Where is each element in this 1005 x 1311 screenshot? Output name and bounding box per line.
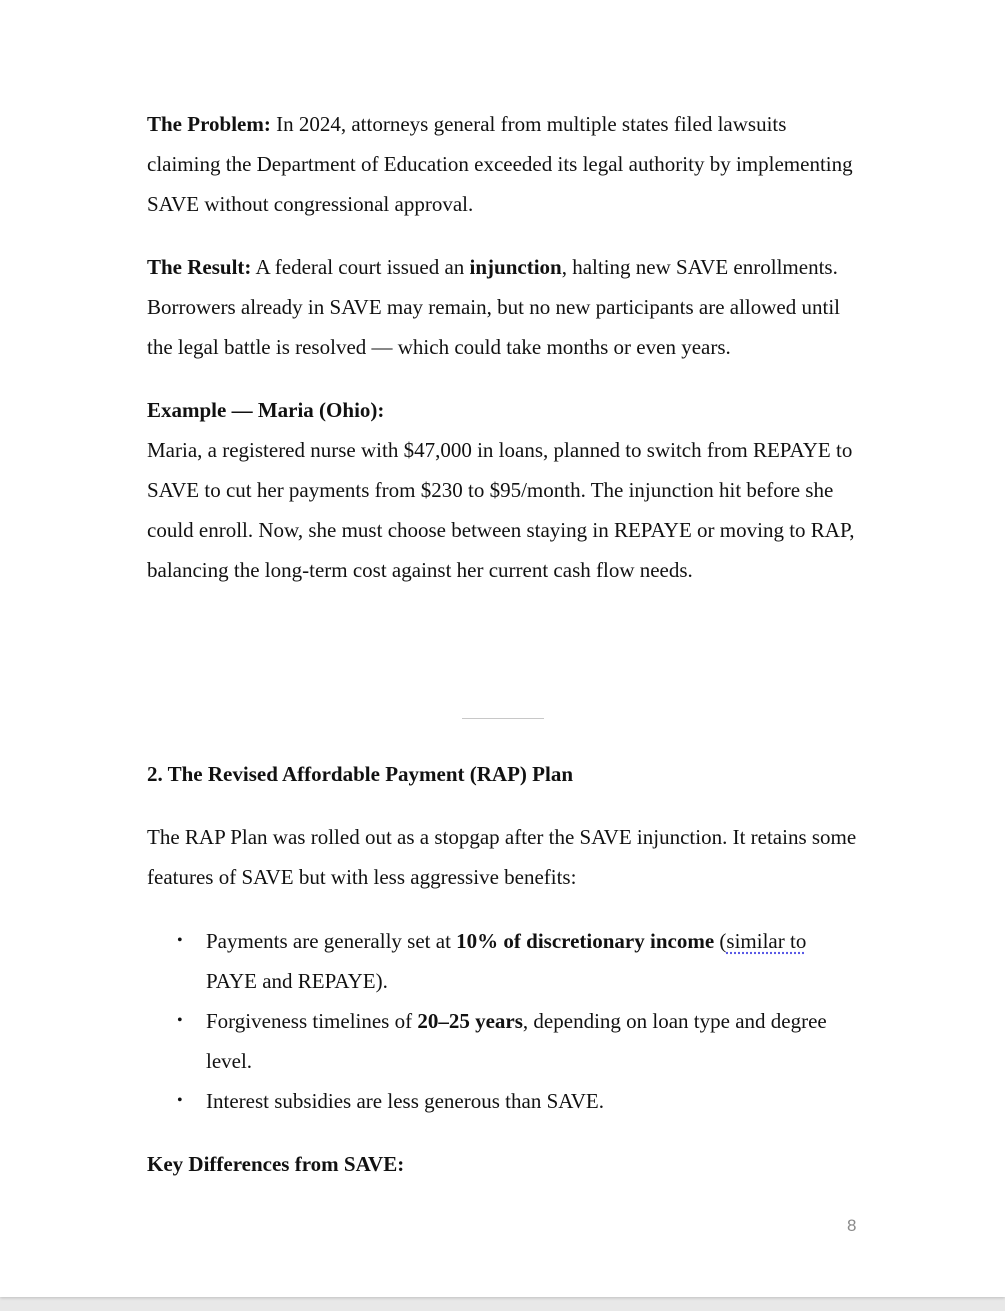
list-item xyxy=(147,1081,859,1121)
section-intro: The RAP Plan was rolled out as a stopgap after the SAVE injunction. It retains some features of SAVE but with less aggressive benefits: xyxy=(147,825,857,889)
example-heading xyxy=(147,390,859,430)
bullet-text: Payments are generally set at xyxy=(206,929,457,953)
section-divider xyxy=(462,718,544,719)
bullet-text: Forgiveness timelines of xyxy=(206,1009,418,1033)
result-label: The Result: xyxy=(147,255,252,279)
key-differences-heading: Key Differences from SAVE: xyxy=(147,1152,405,1176)
bullet-icon: • xyxy=(177,1012,183,1029)
bullet-bold: 10% of discretionary income xyxy=(456,929,715,953)
list-item xyxy=(147,1001,859,1081)
problem-paragraph xyxy=(147,104,859,224)
bullet-text: , depending on loan type and degree level. xyxy=(206,1009,827,1073)
result-text: A federal court issued an xyxy=(251,255,470,279)
result-paragraph xyxy=(147,247,859,367)
bullet-bold: 20–25 years xyxy=(417,1009,523,1033)
rap-features-list xyxy=(147,921,859,1121)
page-number: 8 xyxy=(847,1216,857,1235)
bullet-icon: • xyxy=(177,1092,183,1109)
bullet-text: PAYE and REPAYE). xyxy=(206,969,388,993)
example-body: Maria, a registered nurse with $47,000 in loans, planned to switch from REPAYE to SAVE to cut her payments from $230 to $95/month. The injunction hit before she could enroll. Now, she must choose between staying in REPAYE or moving to RAP, balancing the long-term cost against her current cash flow needs. xyxy=(147,438,855,582)
result-text-rest: , halting new SAVE enrollments. Borrowers already in SAVE may remain, but no new participants are allowed until the legal battle is resolved — which could take months or even years. xyxy=(147,255,841,359)
bullet-text: Interest subsidies are less generous than SAVE. xyxy=(206,1089,604,1113)
problem-text: In 2024, attorneys general from multiple states filed lawsuits claiming the Department of Education exceeded its legal authority by implementing SAVE without congressional approval. xyxy=(147,112,853,216)
problem-label: The Problem: xyxy=(147,112,271,136)
injunction-term: injunction xyxy=(469,255,562,279)
bullet-icon: • xyxy=(177,932,183,949)
section-heading: 2. The Revised Affordable Payment (RAP) Plan xyxy=(147,762,573,786)
page-content xyxy=(147,104,859,590)
grammar-flag[interactable]: similar to xyxy=(726,929,807,953)
list-item xyxy=(147,921,859,1001)
bullet-text: ( xyxy=(714,929,727,953)
example-heading-text: Example — Maria (Ohio): xyxy=(147,398,385,422)
